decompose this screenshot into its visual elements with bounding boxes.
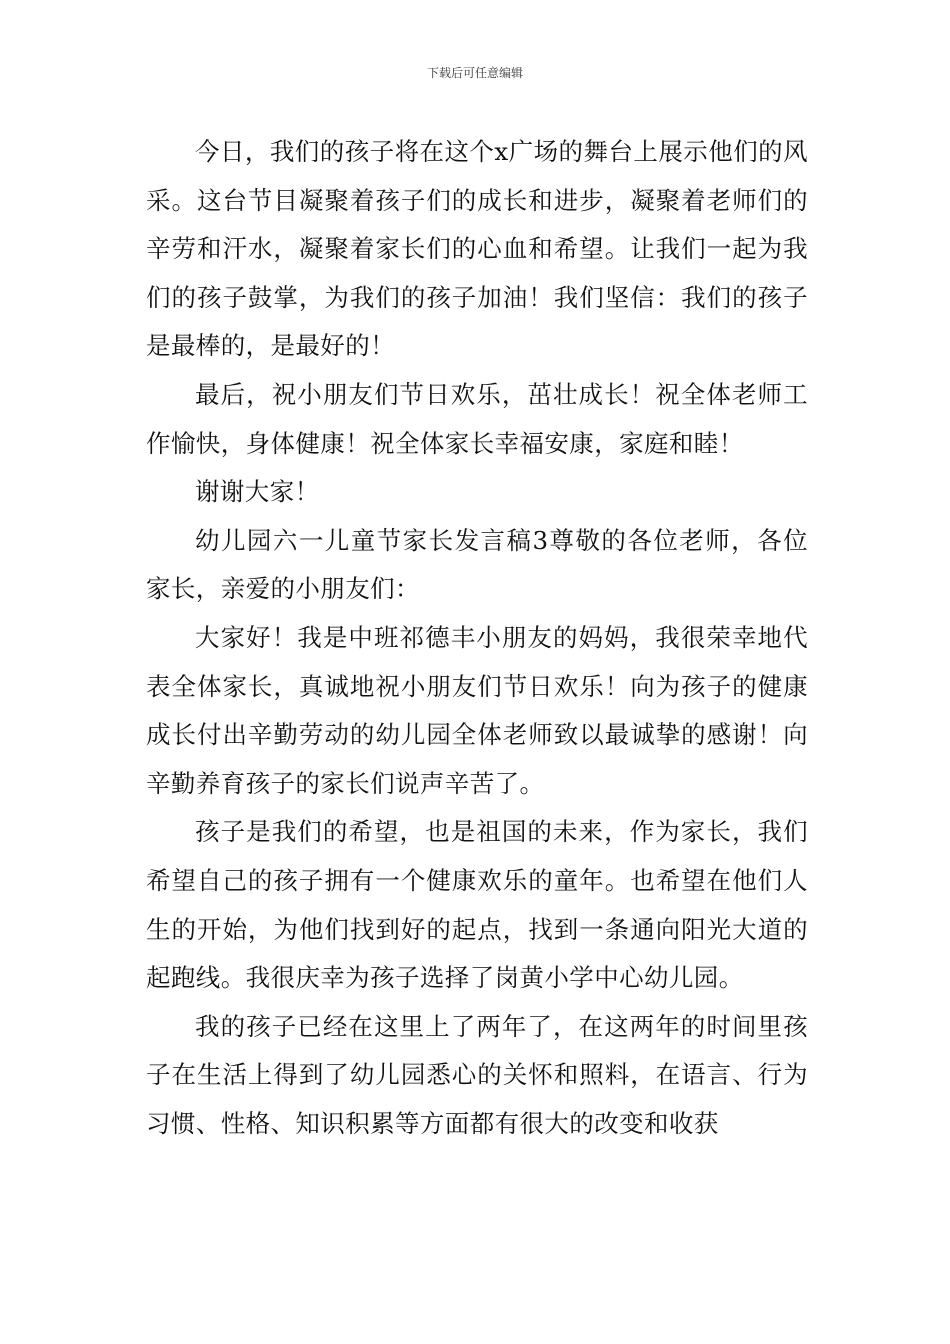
- paragraph: 大家好！我是中班祁德丰小朋友的妈妈，我很荣幸地代表全体家长，真诚地祝小朋友们节日欢乐！向为孩子的健康成长付出辛勤劳动的幼儿园全体老师致以最诚挚的感谢！向辛勤养育孩子的家长们说声辛苦了。: [146, 622, 808, 798]
- paragraph: 我的孩子已经在这里上了两年了，在这两年的时间里孩子在生活上得到了幼儿园悉心的关怀和照料，在语言、行为习惯、性格、知识积累等方面都有很大的改变和收获: [146, 1011, 808, 1138]
- paragraph: 幼儿园六一儿童节家长发言稿3尊敬的各位老师，各位家长，亲爱的小朋友们：: [146, 525, 808, 604]
- paragraph: 最后，祝小朋友们节日欢乐，茁壮成长！祝全体老师工作愉快，身体健康！祝全体家长幸福安康，家庭和睦！: [146, 379, 808, 458]
- paragraph: 今日，我们的孩子将在这个x广场的舞台上展示他们的风采。这台节目凝聚着孩子们的成长和进步，凝聚着老师们的辛劳和汗水，凝聚着家长们的心血和希望。让我们一起为我们的孩子鼓掌，为我们的孩子加油！我们坚信：我们的孩子是最棒的，是最好的！: [146, 137, 808, 361]
- document-body: [146, 128, 808, 1148]
- paragraph: 孩子是我们的希望，也是祖国的未来，作为家长，我们希望自己的孩子拥有一个健康欢乐的童年。也希望在他们人生的开始，为他们找到好的起点，找到一条通向阳光大道的起跑线。我很庆幸为孩子选择了岗黄小学中心幼儿园。: [146, 817, 808, 993]
- paragraph: 谢谢大家！: [195, 477, 320, 507]
- page-header: 下载后可任意编辑: [426, 66, 523, 80]
